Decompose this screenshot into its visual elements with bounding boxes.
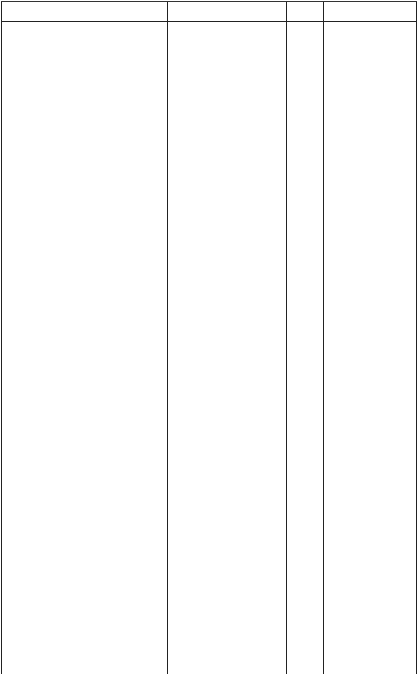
table-header-row [1,2,417,22]
header-structure [167,2,285,22]
table-divider-structure [167,2,168,674]
header-series-code [74,2,167,22]
valve-series-table [1,1,417,674]
table-border-right [416,2,417,674]
table-divider-diameter [286,2,287,674]
header-divider [1,21,417,22]
table-border-left [1,2,2,674]
header-pressure [325,2,417,22]
header-series [3,2,73,22]
table-divider-pressure [323,2,324,674]
header-diameter [288,2,324,22]
